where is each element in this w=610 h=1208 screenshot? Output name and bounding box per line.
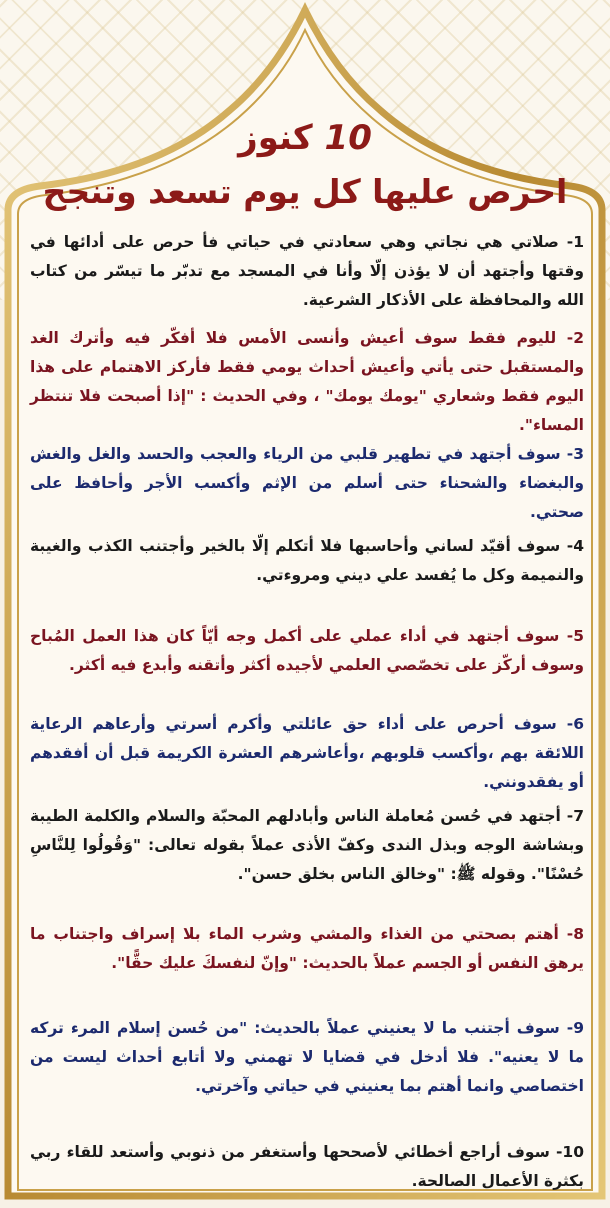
list-item: 6- سوف أحرص على أداء حق عائلتي وأكرم أسرتي وأرعاهم الرعاية اللائقة بهم ،وأكسب قلوبهم ،وأعاشرهم العشرة الكريمة قبل أن أفقدهم أو يفقدونني.: [30, 715, 584, 791]
list-item: 5- سوف أجتهد في أداء عملي على أكمل وجه أيّاً كان هذا العمل المُباح وسوف أركّز على تخصّصي العلمي لأجيده أكثر وأتقنه وأبدع فيه أكثر.: [30, 627, 584, 674]
title-word: كنوز: [238, 118, 313, 158]
list-item: 2- لليوم فقط سوف أعيش وأنسى الأمس فلا أفكّر فيه وأترك الغد والمستقبل حتى يأتي وأعيش أحداث يومي فقط فأركز الاهتمام على هذا اليوم فقط وشعاري "يومك يومك" ، وفي الحديث : "إذا أصبحت فلا تنتظر المساء".: [30, 329, 584, 434]
treasure-list: [30, 228, 584, 1208]
title-subtitle: احرص عليها كل يوم تسعد وتنجح: [42, 172, 568, 211]
title-count: 10: [324, 118, 372, 158]
title-number: [0, 118, 610, 158]
list-item: 7- أجتهد في حُسن مُعاملة الناس وأبادلهم المحبّة والسلام والكلمة الطيبة وبشاشة الوجه وبذل الندى وكفّ الأذى عملاً بقوله تعالى: "وَقُولُوا لِلنَّاسِ حُسْنًا". وقوله ﷺ: "وخالق الناس بخلق حسن".: [30, 807, 584, 883]
list-item: 3- سوف أجتهد في تطهير قلبي من الرياء والعجب والحسد والغل والغش والبغضاء والشحناء حتى أسلم من الإثم وأكسب الأجر وأحافظ على صحتي.: [30, 445, 584, 521]
list-item: 9- سوف أجتنب ما لا يعنيني عملاً بالحديث: "من حُسن إسلام المرء تركه ما لا يعنيه". فلا أدخل في قضايا لا تهمني ولا أتابع أحداث ليست من اختصاصي وانما أهتم بما يعنيني في حياتي وآخرتي.: [30, 1019, 584, 1095]
list-item: 4- سوف أقيّد لساني وأحاسبها فلا أتكلم إلّا بالخير وأجتنب الكذب والغيبة والنميمة وكل ما يُفسد علي ديني ومروءتي.: [30, 537, 584, 584]
list-item: 10- سوف أراجع أخطائي لأصححها وأستغفر من ذنوبي وأستعد للقاء ربي بكثرة الأعمال الصالحة.: [30, 1143, 584, 1190]
list-item: 1- صلاتي هي نجاتي وهي سعادتي في حياتي فأ حرص على أدائها في وقتها وأجتهد أن لا يؤذن إلّا وأنا في المسجد مع تدبّر ما تيسّر من كتاب الله والمحافظة على الأذكار الشرعية.: [30, 233, 584, 309]
list-item: 8- أهتم بصحتي من الغذاء والمشي وشرب الماء بلا إسراف واجتناب ما يرهق النفس أو الجسم عملاً بالحديث: "وإنّ لنفسكَ عليك حقًّا".: [30, 925, 584, 972]
